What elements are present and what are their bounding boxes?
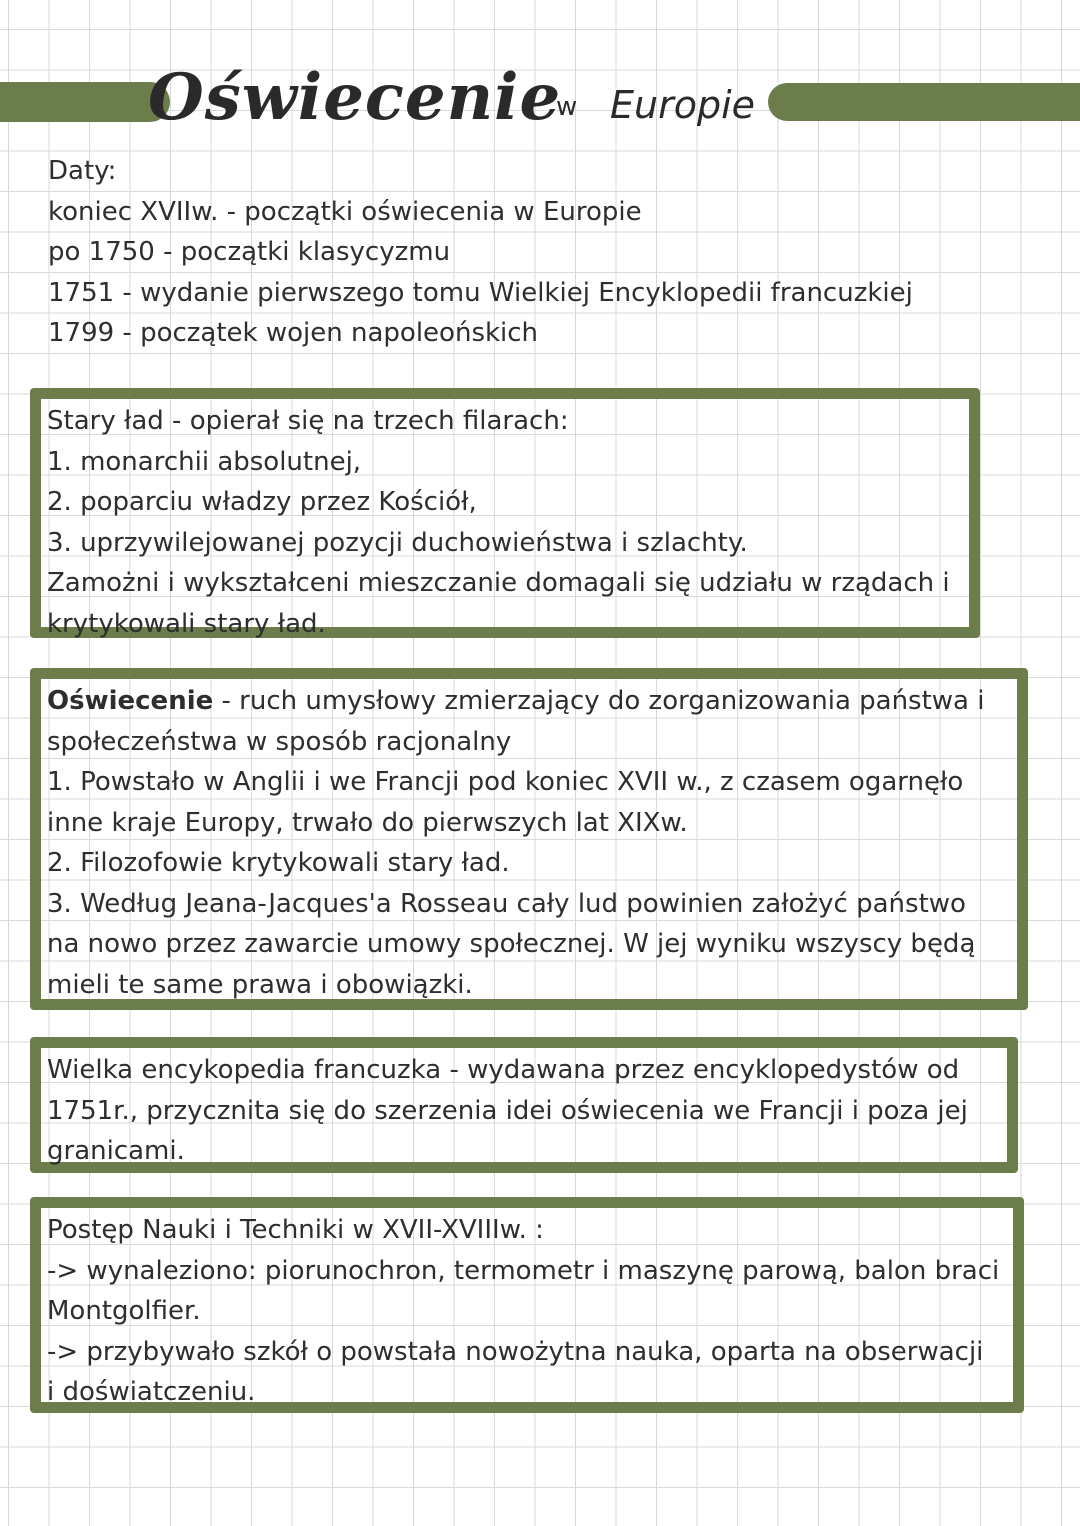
page-subtitle: Europie	[610, 83, 756, 127]
enlightenment-box	[30, 668, 1028, 1010]
date-item: 1751 - wydanie pierwszego tomu Wielkiej Encyklopedii francuzkiej	[48, 277, 913, 308]
enlightenment-text	[47, 681, 984, 1005]
note-line: Zamożni i wykształceni mieszczanie domagali się udziału w rządach i	[47, 568, 950, 598]
note-line: Postęp Nauki i Techniki w XVII-XVIIIw. :	[47, 1215, 544, 1245]
science-text	[47, 1210, 999, 1413]
note-line: -> wynaleziono: piorunochron, termometr i maszynę parową, balon braci	[47, 1255, 1000, 1286]
date-item: koniec XVIIw. - początki oświecenia w Europie	[48, 196, 642, 227]
title-band-left	[0, 82, 170, 122]
date-item: 1799 - początek wojen napoleońskich	[48, 318, 539, 348]
old-order-text	[47, 401, 950, 644]
note-line: 3. uprzywilejowanej pozycji duchowieństwa i szlachty.	[47, 527, 748, 558]
science-box	[30, 1197, 1024, 1413]
note-line: -> przybywało szkół o powstała nowożytna nauka, oparta na obserwacji	[47, 1336, 984, 1367]
note-line: 1. Powstało w Anglii i we Francji pod koniec XVII w., z czasem ogarnęło	[47, 767, 964, 797]
title-band-right	[768, 83, 1080, 121]
note-line: i doświatczeniu.	[47, 1377, 256, 1407]
dates-section	[48, 151, 913, 354]
encyclopedia-box	[30, 1037, 1018, 1173]
note-line: krytykowali stary ład.	[47, 608, 326, 639]
note-line: inne kraje Europy, trwało do pierwszych lat XIXw.	[47, 807, 688, 838]
note-line: mieli te same prawa i obowiązki.	[47, 969, 473, 1000]
note-line: granicami.	[47, 1136, 185, 1166]
note-line: 2. Filozofowie krytykowali stary ład.	[47, 848, 510, 878]
note-line: Montgolfier.	[47, 1296, 201, 1326]
page-title: Oświecenie	[148, 60, 562, 135]
note-line: 3. Według Jeana-Jacques'a Rosseau cały lud powinien założyć państwo	[47, 888, 966, 919]
note-line: Wielka encykopedia francuzka - wydawana przez encyklopedystów od	[47, 1055, 960, 1085]
note-line: 1. monarchii absolutnej,	[47, 446, 362, 477]
enlightenment-term: Oświecenie	[47, 686, 214, 716]
note-line: 1751r., przycznita się do szerzenia idei oświecenia we Francji i poza jej	[47, 1095, 968, 1126]
date-item: po 1750 - początki klasycyzmu	[48, 237, 451, 267]
encyclopedia-text	[47, 1050, 968, 1172]
note-line: społeczeństwa w sposób racjonalny	[47, 726, 512, 757]
note-line: 2. poparciu władzy przez Kościół,	[47, 487, 477, 517]
dates-heading: Daty:	[48, 156, 117, 186]
note-line: na nowo przez zawarcie umowy społecznej. W jej wyniku wszyscy będą	[47, 929, 976, 959]
note-line: Stary ład - opierał się na trzech filarach:	[47, 406, 569, 436]
definition-text: - ruch umysłowy zmierzający do zorganizowania państwa i	[213, 686, 985, 716]
title-connector: w	[556, 92, 578, 122]
old-order-box	[30, 388, 980, 638]
note-line	[47, 681, 984, 722]
